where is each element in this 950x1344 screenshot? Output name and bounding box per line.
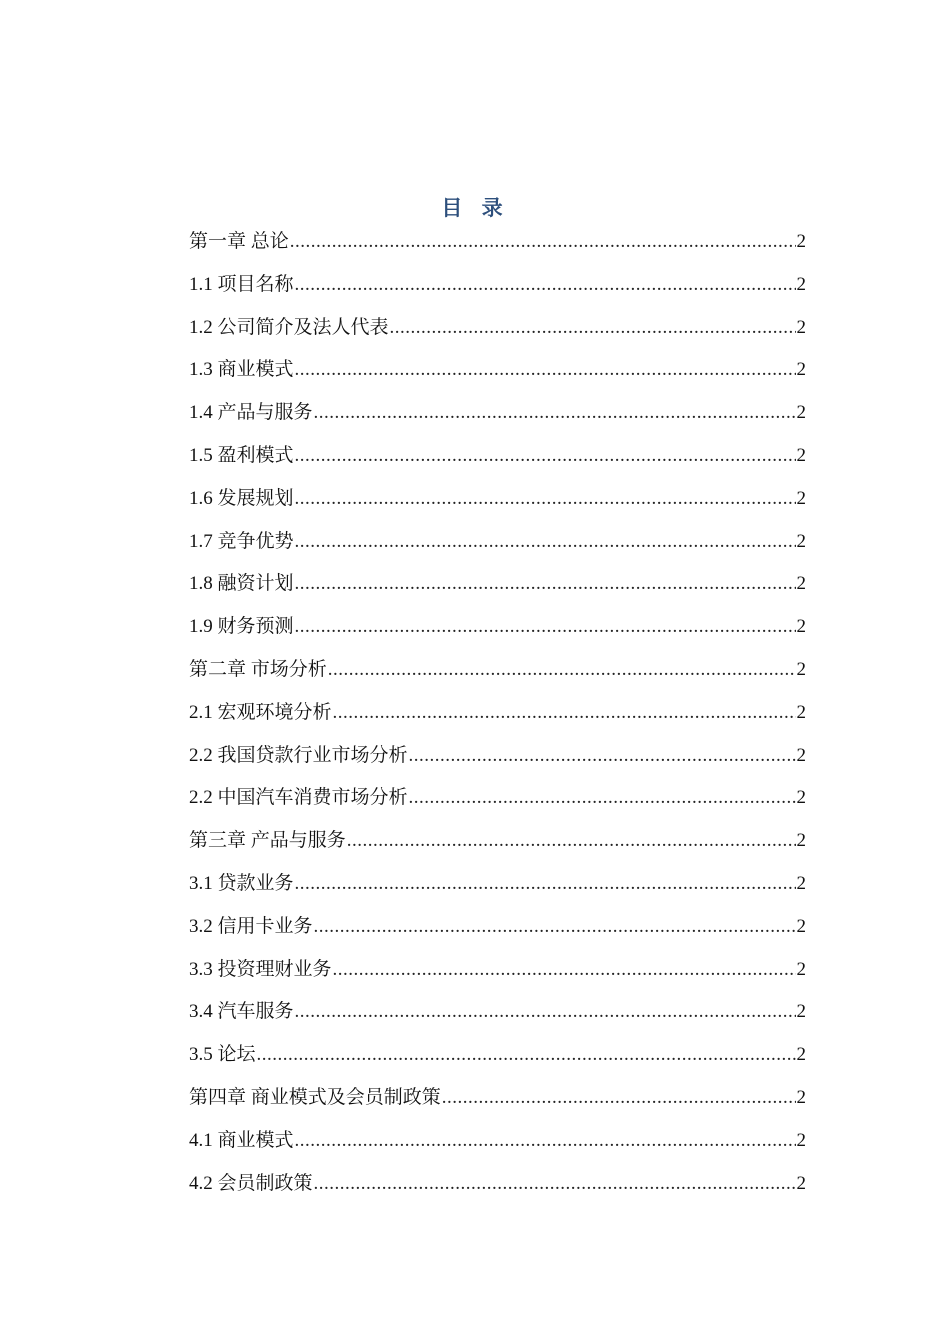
dot-leader: [295, 563, 796, 606]
dot-leader: [314, 392, 796, 435]
toc-entry[interactable]: [189, 1077, 806, 1120]
toc-entry-page: 2: [796, 872, 806, 894]
toc-entry-label: 第一章 总论: [189, 231, 289, 252]
dot-leader: [409, 777, 796, 820]
toc-entry[interactable]: [189, 435, 806, 478]
toc-entry-label: 3.2 信用卡业务: [189, 915, 313, 937]
toc-title: 目 录: [441, 196, 509, 220]
dot-leader: [295, 521, 796, 564]
toc-entry-label: 3.5 论坛: [189, 1044, 256, 1066]
toc-entry-page: 2: [796, 830, 806, 852]
toc-entry[interactable]: [189, 307, 806, 350]
dot-leader: [257, 1034, 796, 1077]
toc-entry-page: 2: [796, 658, 806, 680]
dot-leader: [295, 606, 796, 649]
toc-entry[interactable]: [189, 1120, 806, 1163]
dot-leader: [409, 735, 796, 778]
toc-entry-page: 2: [796, 958, 806, 980]
toc-entry-page: 2: [796, 402, 806, 424]
toc-entry-label: 1.2 公司简介及法人代表: [189, 316, 389, 338]
toc-entry[interactable]: [189, 606, 806, 649]
dot-leader: [314, 906, 796, 949]
toc-entry-label: 4.2 会员制政策: [189, 1172, 313, 1194]
dot-leader: [295, 349, 796, 392]
dot-leader: [295, 435, 796, 478]
toc-entry-page: 2: [796, 1129, 806, 1151]
toc-entry-label: 2.1 宏观环境分析: [189, 701, 332, 723]
toc-entry-page: 2: [796, 915, 806, 937]
toc-entry-page: 2: [796, 1044, 806, 1066]
toc-entry-label: 1.3 商业模式: [189, 359, 294, 381]
dot-leader: [295, 478, 796, 521]
toc-entry-label: 3.1 贷款业务: [189, 872, 294, 894]
toc-entry[interactable]: [189, 906, 806, 949]
toc-entry-label: 2.2 我国贷款行业市场分析: [189, 744, 408, 766]
toc-entry-page: 2: [796, 1001, 806, 1023]
toc-entry[interactable]: [189, 991, 806, 1034]
dot-leader: [333, 949, 796, 992]
toc-entry-label: 3.3 投资理财业务: [189, 958, 332, 980]
dot-leader: [328, 649, 796, 692]
toc-entry[interactable]: [189, 478, 806, 521]
toc-entry[interactable]: [189, 264, 806, 307]
toc-entry[interactable]: [189, 563, 806, 606]
toc-entry[interactable]: [189, 1163, 806, 1206]
toc-entry[interactable]: [189, 692, 806, 735]
toc-entry-label: 1.7 竞争优势: [189, 530, 294, 552]
toc-entry-page: 2: [796, 573, 806, 595]
toc-entry-label: 1.6 发展规划: [189, 487, 294, 509]
toc-entry[interactable]: [189, 649, 806, 692]
toc-entry-label: 第三章 产品与服务: [189, 830, 346, 852]
toc-entry[interactable]: [189, 820, 806, 863]
dot-leader: [295, 863, 796, 906]
toc-entry[interactable]: [189, 777, 806, 820]
toc-entry-page: 2: [796, 316, 806, 338]
dot-leader: [295, 991, 796, 1034]
toc-entry-label: 4.1 商业模式: [189, 1129, 294, 1151]
dot-leader: [290, 221, 796, 264]
dot-leader: [442, 1077, 796, 1120]
toc-entry-label: 1.1 项目名称: [189, 273, 294, 295]
toc-entry-page: 2: [796, 1086, 806, 1108]
toc-entry-page: 2: [796, 231, 806, 252]
toc-entry-page: 2: [796, 744, 806, 766]
toc-entry-page: 2: [796, 787, 806, 809]
toc-entry-page: 2: [796, 359, 806, 381]
toc-entry-label: 第二章 市场分析: [189, 658, 327, 680]
toc-entry-label: 1.5 盈利模式: [189, 444, 294, 466]
dot-leader: [295, 264, 796, 307]
dot-leader: [347, 820, 796, 863]
toc-entry-label: 1.4 产品与服务: [189, 402, 313, 424]
toc-entry-label: 第四章 商业模式及会员制政策: [189, 1086, 441, 1108]
toc-entry-page: 2: [796, 530, 806, 552]
toc-entry[interactable]: [189, 863, 806, 906]
dot-leader: [390, 307, 796, 350]
dot-leader: [333, 692, 796, 735]
toc-entry[interactable]: [189, 521, 806, 564]
toc-entry-label: 1.9 财务预测: [189, 616, 294, 638]
toc-entry[interactable]: [189, 735, 806, 778]
toc-entry-page: 2: [796, 487, 806, 509]
toc-entry-page: 2: [796, 444, 806, 466]
toc-entry[interactable]: [189, 1034, 806, 1077]
toc-entry[interactable]: [189, 349, 806, 392]
toc-entry-page: 2: [796, 616, 806, 638]
toc-entry-label: 3.4 汽车服务: [189, 1001, 294, 1023]
toc-entry[interactable]: [189, 221, 806, 264]
toc-entry-page: 2: [796, 273, 806, 295]
toc-entry-page: 2: [796, 701, 806, 723]
toc-entry-page: 2: [796, 1172, 806, 1194]
dot-leader: [295, 1120, 796, 1163]
dot-leader: [314, 1163, 796, 1206]
toc-entry[interactable]: [189, 392, 806, 435]
toc-list: [189, 221, 806, 1205]
toc-entry[interactable]: [189, 949, 806, 992]
toc-entry-label: 2.2 中国汽车消费市场分析: [189, 787, 408, 809]
toc-entry-label: 1.8 融资计划: [189, 573, 294, 595]
